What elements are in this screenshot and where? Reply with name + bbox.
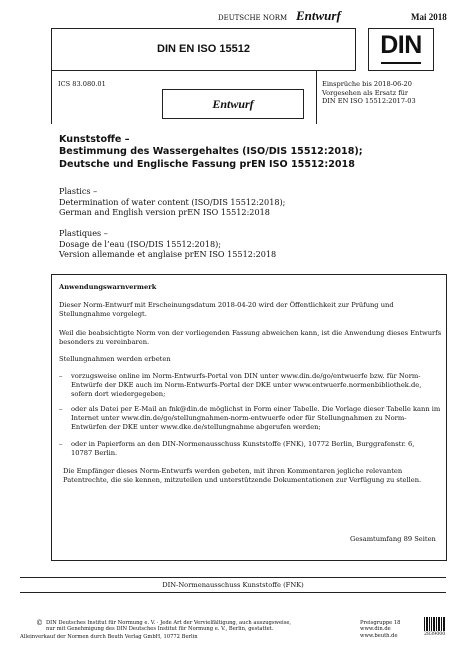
- paragraph-line: Weil die beabsichtigte Norm von der vorliegenden Fassung abweichen kann, ist die Anwendung dieses Entwurfs: [59, 329, 442, 337]
- warning-paragraph-deviation: [59, 329, 445, 347]
- list-line: sofern dort wiedergegeben;: [71, 390, 166, 398]
- replacement-note: Vorgesehen als Ersatz für: [322, 88, 409, 97]
- copyright-symbol: ©: [36, 619, 43, 627]
- title-english-line: Determination of water content (ISO/DIS 15512:2018);: [59, 196, 286, 207]
- list-line: Entwürfen der DKE unter www.dke.de/stellungnahme abgerufen werden;: [71, 423, 321, 431]
- price-group: Preisgruppe 18: [360, 620, 401, 626]
- title-german-line: Deutsche und Englische Fassung prEN ISO 15512:2018: [59, 158, 355, 170]
- title-french-line: Plastiques –: [59, 228, 108, 238]
- din-website-link[interactable]: www.din.de: [360, 626, 391, 633]
- title-german-line: Bestimmung des Wassergehaltes (ISO/DIS 15512:2018);: [59, 146, 363, 158]
- list-item-online-portal: [59, 372, 466, 399]
- title-french-line: Dosage de l’eau (ISO/DIS 15512:2018);: [59, 238, 222, 249]
- issue-date: Mai 2018: [411, 12, 447, 22]
- title-german: [59, 134, 449, 171]
- price-info: [360, 620, 420, 639]
- list-dash: –: [59, 405, 63, 413]
- ics-divider: [51, 71, 52, 124]
- din-logo-underline: [381, 62, 421, 64]
- beuth-website-link[interactable]: www.beuth.de: [360, 632, 398, 639]
- paragraph-line: Dieser Norm-Entwurf mit Erscheinungsdatum 2018-04-20 wird der Öffentlichkeit zur Prüfung und: [59, 301, 394, 309]
- din-logo-box: [368, 28, 434, 71]
- title-english: [59, 186, 449, 218]
- paragraph-line: Die Empfänger dieses Norm-Entwurfs werden gebeten, mit ihren Kommentaren jegliche relevanten: [63, 467, 403, 475]
- document-number: DIN EN ISO 15512: [157, 43, 250, 55]
- list-line: vorzugsweise online im Norm-Entwurfs-Portal von DIN unter www.din.de/go/entwuerfe bzw. für Norm-: [71, 372, 421, 380]
- list-item-paper: [59, 440, 466, 458]
- title-german-line: Kunststoffe –: [59, 134, 130, 145]
- replaced-document: DIN EN ISO 15512:2017-03: [322, 97, 416, 105]
- title-french: [59, 228, 449, 260]
- comments-requested: Stellungnahmen werden erbeten: [59, 355, 171, 363]
- draft-badge-label: Entwurf: [212, 97, 254, 111]
- title-english-line: German and English version prEN ISO 15512:2018: [59, 207, 270, 217]
- copyright-notice: [46, 620, 306, 633]
- title-english-line: Plastics –: [59, 186, 98, 196]
- list-line: Internet unter www.din.de/go/stellungnahmen-norm-entwuerfe oder für Stellungnahmen zu Norm-: [71, 414, 407, 422]
- catalog-number: 2839000: [424, 632, 446, 637]
- committee-name: DIN-Normenausschuss Kunststoffe (FNK): [162, 581, 304, 589]
- list-dash: –: [59, 440, 63, 448]
- barcode-icon: [424, 617, 446, 631]
- total-pages: Gesamtumfang 89 Seiten: [350, 535, 436, 543]
- copyright-line: DIN Deutsches Institut für Normung e. V. · Jede Art der Vervielfältigung, auch auszugsweise,: [46, 620, 292, 626]
- objections-info: [322, 80, 452, 106]
- committee-rule: [20, 577, 446, 578]
- warning-heading: Anwendungswarnvermerk: [59, 283, 157, 291]
- paragraph-line: Patentrechte, die sie kennen, mitzuteilen und unterstützende Dokumentationen zur Verfügung zu stellen.: [63, 476, 422, 484]
- objections-divider: [316, 71, 317, 124]
- committee-rule: [20, 592, 446, 593]
- ics-code: ICS 83.080.01: [58, 80, 106, 88]
- draft-header-label: Entwurf: [296, 8, 341, 23]
- warning-paragraph-publication: [59, 301, 445, 319]
- submission-options-list: [59, 372, 447, 462]
- paragraph-line: besonders zu vereinbaren.: [59, 338, 150, 346]
- din-logo: DIN: [380, 31, 422, 59]
- copyright-line: nur mit Genehmigung des DIN Deutsches Institut für Normung e. V., Berlin, gestattet.: [46, 626, 274, 633]
- series-label: DEUTSCHE NORM: [218, 14, 288, 22]
- list-line: 10787 Berlin.: [71, 449, 118, 457]
- sales-notice: Alleinverkauf der Normen durch Beuth Verlag GmbH, 10772 Berlin: [20, 634, 198, 640]
- list-line: oder in Papierform an den DIN-Normenausschuss Kunststoffe (FNK), 10772 Berlin, Burggrafenstr. 6,: [71, 440, 415, 448]
- list-line: Entwürfe der DKE auch im Norm-Entwurfs-Portal der DKE unter www.entwuerfe.normenbibliothek.de,: [71, 381, 422, 389]
- patent-rights-paragraph: [63, 467, 445, 485]
- list-dash: –: [59, 372, 63, 380]
- paragraph-line: Stellungnahme vorgelegt.: [59, 310, 147, 318]
- draft-badge: [162, 89, 304, 119]
- list-line: oder als Datei per E-Mail an fnk@din.de möglichst in Form einer Tabelle. Die Vorlage dieser Tabelle kann im: [71, 405, 441, 413]
- list-item-email: [59, 405, 466, 432]
- objections-deadline: Einsprüche bis 2018-06-20: [322, 80, 412, 88]
- title-french-line: Version allemande et anglaise prEN ISO 15512:2018: [59, 249, 277, 259]
- document-number-box: [51, 28, 356, 71]
